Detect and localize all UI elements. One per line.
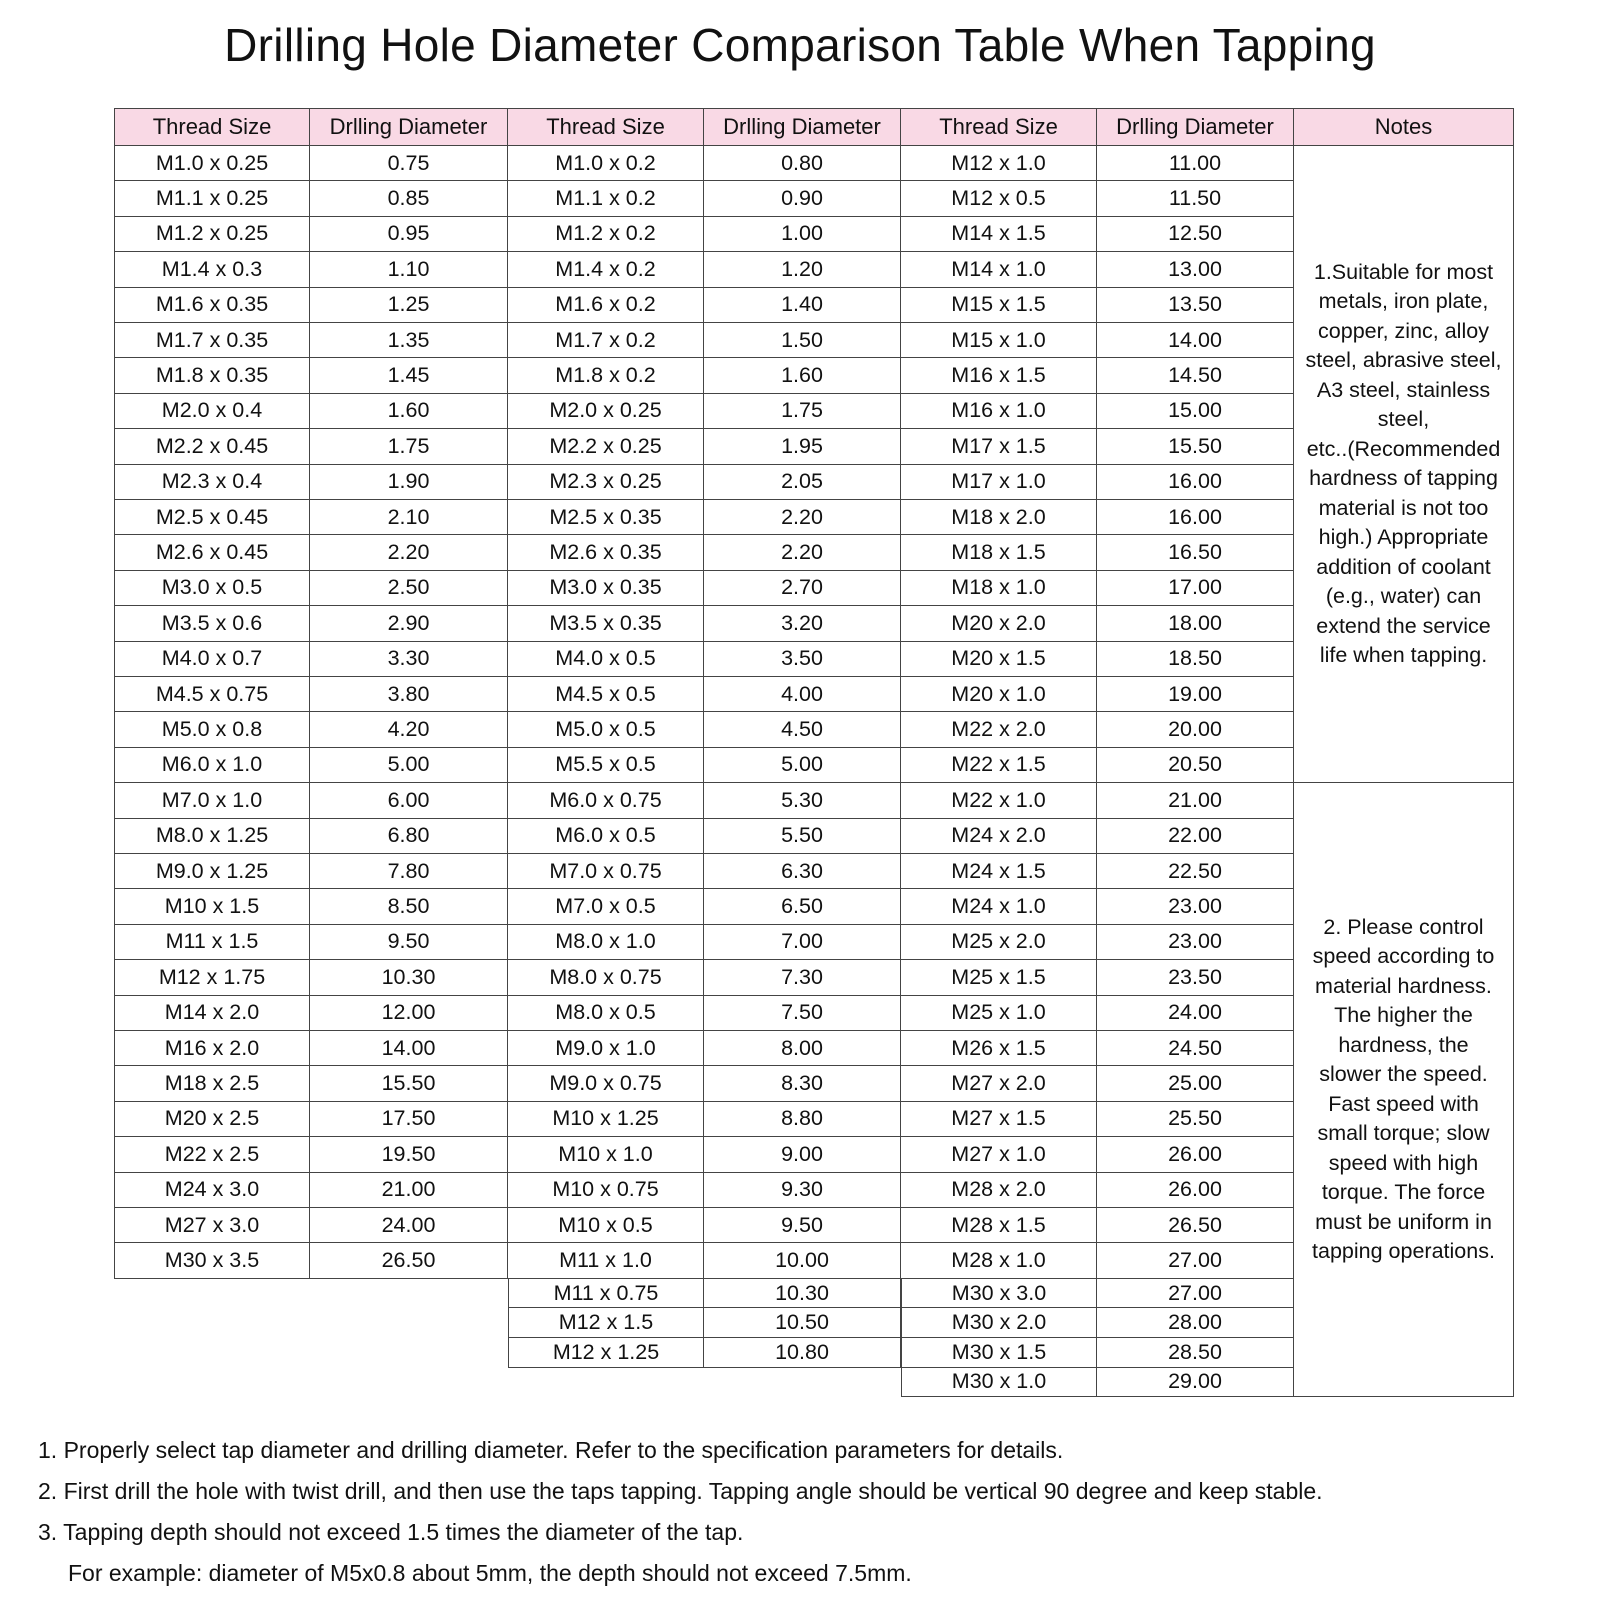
footnote-1: 1. Properly select tap diameter and drilling diameter. Refer to the specification parameters for details. — [38, 1437, 1064, 1463]
thread-size-cell: M2.5 x 0.35 — [508, 500, 704, 535]
drilling-diameter-cell: 2.50 — [310, 571, 508, 606]
drilling-diameter-cell: 2.20 — [704, 500, 901, 535]
drilling-diameter-cell: 0.95 — [310, 217, 508, 252]
thread-size-cell: M20 x 1.0 — [901, 677, 1097, 712]
drilling-diameter-cell: 24.50 — [1097, 1031, 1294, 1066]
drilling-diameter-cell: 6.80 — [310, 819, 508, 854]
notes-text-2 — [1309, 913, 1498, 1267]
drilling-diameter-cell: 1.60 — [704, 358, 901, 393]
drilling-diameter-cell: 1.60 — [310, 394, 508, 429]
drilling-diameter-cell: 0.75 — [310, 146, 508, 181]
notes-line: addition of coolant — [1316, 554, 1491, 579]
drilling-diameter-cell: 16.50 — [1097, 535, 1294, 570]
drilling-diameter-cell: 9.30 — [704, 1173, 901, 1208]
thread-size-cell: M18 x 1.5 — [901, 535, 1097, 570]
drilling-diameter-cell: 11.50 — [1097, 181, 1294, 216]
notes-cell-1 — [1294, 146, 1514, 783]
thread-size-cell: M10 x 1.5 — [114, 889, 310, 924]
notes-line: etc..(Recommended — [1306, 436, 1501, 461]
drilling-diameter-cell: 26.50 — [1097, 1208, 1294, 1243]
drilling-diameter-cell: 3.50 — [704, 642, 901, 677]
thread-size-cell: M16 x 2.0 — [114, 1031, 310, 1066]
thread-size-cell: M2.3 x 0.4 — [114, 465, 310, 500]
thread-size-cell: M2.0 x 0.4 — [114, 394, 310, 429]
thread-size-cell: M2.6 x 0.35 — [508, 535, 704, 570]
thread-size-cell: M9.0 x 1.25 — [114, 854, 310, 889]
drilling-diameter-cell: 12.50 — [1097, 217, 1294, 252]
thread-size-cell: M17 x 1.0 — [901, 465, 1097, 500]
thread-size-cell: M28 x 1.5 — [901, 1208, 1097, 1243]
drilling-diameter-cell: 2.20 — [310, 535, 508, 570]
drilling-diameter-cell: 2.90 — [310, 606, 508, 641]
drilling-diameter-cell: 3.30 — [310, 642, 508, 677]
thread-size-cell: M3.0 x 0.5 — [114, 571, 310, 606]
drilling-diameter-cell: 7.30 — [704, 960, 901, 995]
notes-line: material hardness. — [1315, 973, 1492, 998]
thread-size-cell: M28 x 1.0 — [901, 1243, 1097, 1278]
drilling-diameter-cell: 16.00 — [1097, 500, 1294, 535]
drilling-diameter-cell: 1.75 — [310, 429, 508, 464]
thread-size-cell: M1.0 x 0.2 — [508, 146, 704, 181]
thread-size-cell: M20 x 2.5 — [114, 1102, 310, 1137]
drilling-diameter-cell: 8.00 — [704, 1031, 901, 1066]
drilling-diameter-cell: 16.00 — [1097, 465, 1294, 500]
drilling-diameter-cell: 14.00 — [1097, 323, 1294, 358]
thread-size-cell: M6.0 x 0.75 — [508, 783, 704, 818]
drilling-diameter-cell: 15.50 — [310, 1066, 508, 1101]
header-drilling-diameter: Drlling Diameter — [310, 108, 508, 146]
notes-line: extend the service — [1316, 613, 1491, 638]
drilling-diameter-cell: 1.00 — [704, 217, 901, 252]
drilling-diameter-cell: 26.00 — [1097, 1137, 1294, 1172]
notes-line: speed according to — [1312, 944, 1495, 969]
thread-size-cell: M22 x 2.0 — [901, 712, 1097, 747]
thread-size-cell: M17 x 1.5 — [901, 429, 1097, 464]
drilling-diameter-cell: 18.00 — [1097, 606, 1294, 641]
thread-size-cell: M10 x 1.25 — [508, 1102, 704, 1137]
notes-line: The higher the — [1334, 1003, 1473, 1028]
drilling-diameter-cell: 7.50 — [704, 996, 901, 1031]
thread-size-cell: M2.2 x 0.25 — [508, 429, 704, 464]
drilling-diameter-cell: 29.00 — [1097, 1368, 1294, 1398]
notes-line: steel, — [1377, 407, 1430, 432]
thread-size-cell: M27 x 1.0 — [901, 1137, 1097, 1172]
drilling-diameter-cell: 14.00 — [310, 1031, 508, 1066]
thread-size-cell: M12 x 1.5 — [508, 1308, 704, 1338]
thread-size-cell: M2.5 x 0.45 — [114, 500, 310, 535]
drilling-diameter-cell: 3.20 — [704, 606, 901, 641]
drilling-diameter-cell: 6.00 — [310, 783, 508, 818]
thread-size-cell: M1.2 x 0.25 — [114, 217, 310, 252]
thread-size-cell: M8.0 x 0.75 — [508, 960, 704, 995]
drilling-diameter-cell: 27.00 — [1097, 1243, 1294, 1278]
footnote-3: 3. Tapping depth should not exceed 1.5 times the diameter of the tap. — [38, 1519, 744, 1545]
thread-size-cell: M24 x 1.0 — [901, 889, 1097, 924]
drilling-diameter-cell: 0.80 — [704, 146, 901, 181]
drilling-diameter-cell: 10.50 — [704, 1308, 901, 1338]
notes-text-1 — [1303, 258, 1505, 671]
drilling-diameter-cell: 12.00 — [310, 996, 508, 1031]
thread-size-cell: M7.0 x 1.0 — [114, 783, 310, 818]
thread-size-cell: M30 x 1.0 — [901, 1368, 1097, 1398]
drilling-diameter-cell: 22.50 — [1097, 854, 1294, 889]
thread-size-cell: M24 x 3.0 — [114, 1173, 310, 1208]
thread-size-cell: M11 x 1.0 — [508, 1243, 704, 1278]
thread-size-cell: M1.2 x 0.2 — [508, 217, 704, 252]
drilling-diameter-cell: 13.50 — [1097, 288, 1294, 323]
thread-size-cell: M3.5 x 0.6 — [114, 606, 310, 641]
thread-size-cell: M12 x 1.0 — [901, 146, 1097, 181]
drilling-diameter-cell: 10.80 — [704, 1338, 901, 1368]
drilling-diameter-cell: 7.80 — [310, 854, 508, 889]
drilling-diameter-cell: 25.50 — [1097, 1102, 1294, 1137]
drilling-diameter-cell: 20.50 — [1097, 748, 1294, 783]
drilling-diameter-cell: 5.30 — [704, 783, 901, 818]
drilling-diameter-cell: 23.00 — [1097, 925, 1294, 960]
drilling-diameter-cell: 6.30 — [704, 854, 901, 889]
notes-line: hardness of tapping — [1309, 466, 1498, 491]
thread-size-cell: M9.0 x 1.0 — [508, 1031, 704, 1066]
drilling-diameter-cell: 4.20 — [310, 712, 508, 747]
thread-size-cell: M2.0 x 0.25 — [508, 394, 704, 429]
drilling-diameter-cell: 27.00 — [1097, 1279, 1294, 1309]
thread-size-cell: M8.0 x 0.5 — [508, 996, 704, 1031]
notes-line: material is not too — [1318, 495, 1489, 520]
drilling-diameter-cell: 1.75 — [704, 394, 901, 429]
thread-size-cell: M5.0 x 0.5 — [508, 712, 704, 747]
drilling-diameter-cell: 1.95 — [704, 429, 901, 464]
drilling-diameter-cell: 1.20 — [704, 252, 901, 287]
drilling-diameter-cell: 26.50 — [310, 1243, 508, 1278]
thread-size-cell: M20 x 1.5 — [901, 642, 1097, 677]
thread-size-cell: M24 x 2.0 — [901, 819, 1097, 854]
drilling-diameter-cell: 7.00 — [704, 925, 901, 960]
thread-size-cell: M1.4 x 0.3 — [114, 252, 310, 287]
notes-line: 2. Please control — [1323, 914, 1484, 939]
thread-size-cell: M18 x 2.5 — [114, 1066, 310, 1101]
drilling-diameter-cell: 21.00 — [1097, 783, 1294, 818]
drilling-diameter-cell: 3.80 — [310, 677, 508, 712]
thread-size-cell: M8.0 x 1.0 — [508, 925, 704, 960]
thread-size-cell: M1.6 x 0.35 — [114, 288, 310, 323]
thread-size-cell: M18 x 1.0 — [901, 571, 1097, 606]
drilling-diameter-cell: 15.00 — [1097, 394, 1294, 429]
thread-size-cell: M6.0 x 1.0 — [114, 748, 310, 783]
thread-size-cell: M27 x 3.0 — [114, 1208, 310, 1243]
drilling-diameter-cell: 26.00 — [1097, 1173, 1294, 1208]
notes-line: life when tapping. — [1319, 643, 1488, 668]
drilling-diameter-cell: 0.90 — [704, 181, 901, 216]
thread-size-cell: M10 x 0.5 — [508, 1208, 704, 1243]
thread-size-cell: M15 x 1.0 — [901, 323, 1097, 358]
notes-line: must be uniform in — [1315, 1209, 1492, 1234]
thread-size-cell: M2.2 x 0.45 — [114, 429, 310, 464]
thread-size-cell: M12 x 1.25 — [508, 1338, 704, 1368]
drilling-diameter-cell: 10.30 — [310, 960, 508, 995]
drilling-diameter-cell: 11.00 — [1097, 146, 1294, 181]
drilling-diameter-cell: 8.80 — [704, 1102, 901, 1137]
thread-size-cell: M22 x 1.0 — [901, 783, 1097, 818]
thread-size-cell: M11 x 0.75 — [508, 1279, 704, 1309]
thread-size-cell: M12 x 0.5 — [901, 181, 1097, 216]
drilling-diameter-cell: 5.00 — [704, 748, 901, 783]
notes-line: hardness, the — [1338, 1032, 1469, 1057]
thread-size-cell: M5.0 x 0.8 — [114, 712, 310, 747]
thread-size-cell: M25 x 1.0 — [901, 996, 1097, 1031]
thread-size-cell: M24 x 1.5 — [901, 854, 1097, 889]
thread-size-cell: M10 x 1.0 — [508, 1137, 704, 1172]
notes-line: 1.Suitable for most — [1313, 259, 1494, 284]
drilling-diameter-cell: 18.50 — [1097, 642, 1294, 677]
thread-size-cell: M6.0 x 0.5 — [508, 819, 704, 854]
thread-size-cell: M26 x 1.5 — [901, 1031, 1097, 1066]
drilling-diameter-cell: 1.25 — [310, 288, 508, 323]
thread-size-cell: M1.8 x 0.35 — [114, 358, 310, 393]
drilling-diameter-cell: 9.50 — [704, 1208, 901, 1243]
drilling-diameter-cell: 4.00 — [704, 677, 901, 712]
drilling-diameter-cell: 24.00 — [1097, 996, 1294, 1031]
thread-size-cell: M30 x 2.0 — [901, 1308, 1097, 1338]
notes-cell-2 — [1294, 783, 1514, 1397]
drilling-diameter-cell: 23.00 — [1097, 889, 1294, 924]
drilling-diameter-cell: 6.50 — [704, 889, 901, 924]
notes-line: tapping operations. — [1312, 1239, 1495, 1264]
thread-size-cell: M1.8 x 0.2 — [508, 358, 704, 393]
thread-size-cell: M22 x 1.5 — [901, 748, 1097, 783]
thread-size-cell: M2.6 x 0.45 — [114, 535, 310, 570]
drilling-diameter-cell: 19.00 — [1097, 677, 1294, 712]
footnotes — [38, 1430, 1578, 1594]
drilling-diameter-cell: 20.00 — [1097, 712, 1294, 747]
drilling-diameter-cell: 25.00 — [1097, 1066, 1294, 1101]
header-thread-size: Thread Size — [114, 108, 310, 146]
thread-size-cell: M1.6 x 0.2 — [508, 288, 704, 323]
thread-size-cell: M20 x 2.0 — [901, 606, 1097, 641]
thread-size-cell: M5.5 x 0.5 — [508, 748, 704, 783]
notes-line: small torque; slow — [1317, 1121, 1490, 1146]
drilling-diameter-cell: 2.10 — [310, 500, 508, 535]
notes-line: slower the speed. — [1319, 1062, 1488, 1087]
notes-line: metals, iron plate, — [1318, 289, 1489, 314]
drilling-diameter-cell: 28.00 — [1097, 1308, 1294, 1338]
drilling-diameter-cell: 5.00 — [310, 748, 508, 783]
drilling-diameter-cell: 9.50 — [310, 925, 508, 960]
header-thread-size: Thread Size — [508, 108, 704, 146]
drilling-diameter-cell: 15.50 — [1097, 429, 1294, 464]
footnote-2: 2. First drill the hole with twist drill, and then use the taps tapping. Tapping angle should be vertical 90 degree and keep stable. — [38, 1478, 1323, 1504]
thread-size-cell: M7.0 x 0.5 — [508, 889, 704, 924]
drilling-diameter-cell: 2.05 — [704, 465, 901, 500]
notes-line: (e.g., water) can — [1325, 584, 1482, 609]
drilling-diameter-cell: 1.45 — [310, 358, 508, 393]
thread-size-cell: M1.1 x 0.2 — [508, 181, 704, 216]
drilling-diameter-cell: 2.20 — [704, 535, 901, 570]
notes-line: high.) Appropriate — [1318, 525, 1489, 550]
drilling-diameter-cell: 5.50 — [704, 819, 901, 854]
drilling-diameter-cell: 4.50 — [704, 712, 901, 747]
thread-size-cell: M12 x 1.75 — [114, 960, 310, 995]
notes-line: copper, zinc, alloy — [1318, 318, 1489, 343]
notes-line: speed with high — [1328, 1150, 1479, 1175]
thread-size-cell: M11 x 1.5 — [114, 925, 310, 960]
drilling-diameter-cell: 9.00 — [704, 1137, 901, 1172]
header-drilling-diameter: Drlling Diameter — [704, 108, 901, 146]
thread-size-cell: M4.5 x 0.5 — [508, 677, 704, 712]
thread-size-cell: M14 x 1.0 — [901, 252, 1097, 287]
header-thread-size: Thread Size — [901, 108, 1097, 146]
thread-size-cell: M9.0 x 0.75 — [508, 1066, 704, 1101]
header-drilling-diameter: Drlling Diameter — [1097, 108, 1294, 146]
thread-size-cell: M8.0 x 1.25 — [114, 819, 310, 854]
notes-line: A3 steel, stainless — [1316, 377, 1491, 402]
thread-size-cell: M1.7 x 0.35 — [114, 323, 310, 358]
thread-size-cell: M14 x 1.5 — [901, 217, 1097, 252]
thread-size-cell: M16 x 1.0 — [901, 394, 1097, 429]
drilling-diameter-cell: 10.00 — [704, 1243, 901, 1278]
thread-size-cell: M15 x 1.5 — [901, 288, 1097, 323]
drilling-diameter-cell: 22.00 — [1097, 819, 1294, 854]
thread-size-cell: M27 x 2.0 — [901, 1066, 1097, 1101]
thread-size-cell: M1.4 x 0.2 — [508, 252, 704, 287]
thread-size-cell: M4.0 x 0.5 — [508, 642, 704, 677]
thread-size-cell: M4.0 x 0.7 — [114, 642, 310, 677]
header-notes: Notes — [1294, 108, 1514, 146]
thread-size-cell: M30 x 3.0 — [901, 1279, 1097, 1309]
drilling-diameter-cell: 23.50 — [1097, 960, 1294, 995]
drilling-diameter-cell: 13.00 — [1097, 252, 1294, 287]
drilling-diameter-cell: 24.00 — [310, 1208, 508, 1243]
drilling-diameter-cell: 8.30 — [704, 1066, 901, 1101]
drilling-diameter-cell: 28.50 — [1097, 1338, 1294, 1368]
thread-size-cell: M1.7 x 0.2 — [508, 323, 704, 358]
thread-size-cell: M3.0 x 0.35 — [508, 571, 704, 606]
drilling-diameter-cell: 19.50 — [310, 1137, 508, 1172]
thread-size-cell: M16 x 1.5 — [901, 358, 1097, 393]
drilling-diameter-cell: 1.10 — [310, 252, 508, 287]
thread-size-cell: M2.3 x 0.25 — [508, 465, 704, 500]
drilling-diameter-cell: 10.30 — [704, 1279, 901, 1309]
thread-size-cell: M28 x 2.0 — [901, 1173, 1097, 1208]
drilling-diameter-cell: 17.00 — [1097, 571, 1294, 606]
thread-size-cell: M22 x 2.5 — [114, 1137, 310, 1172]
drilling-diameter-cell: 1.90 — [310, 465, 508, 500]
notes-line: torque. The force — [1321, 1180, 1486, 1205]
footnote-3-example: For example: diameter of M5x0.8 about 5mm, the depth should not exceed 7.5mm. — [68, 1560, 912, 1586]
thread-size-cell: M14 x 2.0 — [114, 996, 310, 1031]
drilling-diameter-cell: 14.50 — [1097, 358, 1294, 393]
thread-size-cell: M25 x 1.5 — [901, 960, 1097, 995]
page-title: Drilling Hole Diameter Comparison Table When Tapping — [224, 19, 1376, 71]
thread-size-cell: M1.1 x 0.25 — [114, 181, 310, 216]
thread-size-cell: M10 x 0.75 — [508, 1173, 704, 1208]
thread-size-cell: M4.5 x 0.75 — [114, 677, 310, 712]
notes-line: Fast speed with — [1328, 1091, 1479, 1116]
drilling-diameter-cell: 8.50 — [310, 889, 508, 924]
thread-size-cell: M7.0 x 0.75 — [508, 854, 704, 889]
drilling-diameter-cell: 1.50 — [704, 323, 901, 358]
drilling-diameter-cell: 17.50 — [310, 1102, 508, 1137]
notes-line: steel, abrasive steel, — [1305, 348, 1502, 373]
thread-size-cell: M25 x 2.0 — [901, 925, 1097, 960]
thread-size-cell: M3.5 x 0.35 — [508, 606, 704, 641]
thread-size-cell: M30 x 3.5 — [114, 1243, 310, 1278]
thread-size-cell: M30 x 1.5 — [901, 1338, 1097, 1368]
drilling-diameter-cell: 1.40 — [704, 288, 901, 323]
thread-size-cell: M1.0 x 0.25 — [114, 146, 310, 181]
thread-size-cell: M18 x 2.0 — [901, 500, 1097, 535]
drilling-diameter-cell: 2.70 — [704, 571, 901, 606]
drilling-diameter-cell: 0.85 — [310, 181, 508, 216]
thread-size-cell: M27 x 1.5 — [901, 1102, 1097, 1137]
drilling-diameter-cell: 1.35 — [310, 323, 508, 358]
drilling-diameter-cell: 21.00 — [310, 1173, 508, 1208]
